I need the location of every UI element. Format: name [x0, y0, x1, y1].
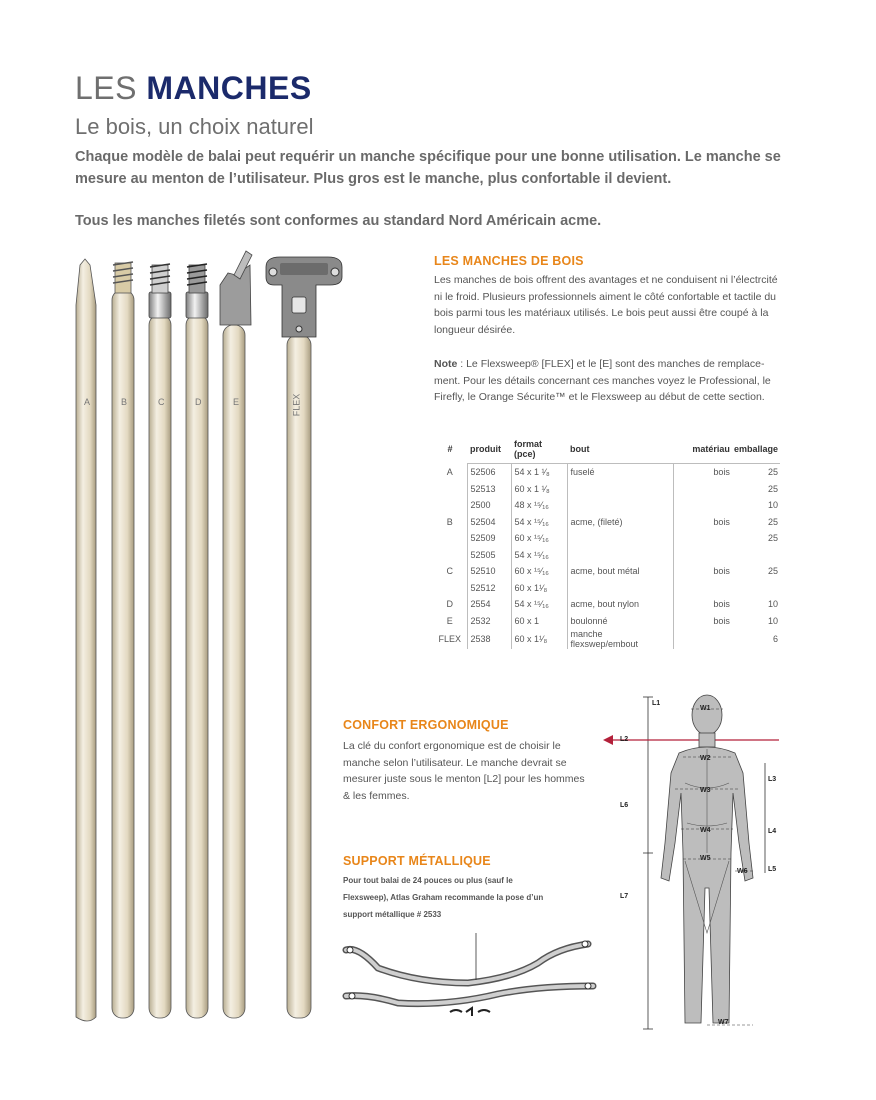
cell-format: 54 x ¹⁵⁄₁₆	[512, 547, 568, 564]
cell-material	[674, 481, 732, 498]
cell-material	[674, 497, 732, 514]
cell-number	[432, 547, 468, 564]
cell-tip	[568, 481, 674, 498]
cell-format: 54 x ¹⁵⁄₁₆	[512, 596, 568, 613]
label-w7: W7	[718, 1019, 729, 1026]
cell-number	[432, 497, 468, 514]
cell-packaging: 25	[732, 464, 780, 481]
th-packaging: emballage	[733, 444, 778, 454]
cell-number	[432, 481, 468, 498]
cell-number: A	[446, 467, 453, 477]
cell-format: 60 x ¹⁵⁄₁₆	[512, 563, 568, 580]
note-label: Note	[434, 358, 458, 370]
cell-packaging: 25	[767, 516, 778, 527]
cell-number	[432, 530, 468, 547]
cell-number: C	[446, 566, 453, 577]
label-l6: L6	[620, 802, 629, 809]
cell-packaging: 10	[767, 615, 778, 626]
cell-material: bois	[674, 563, 732, 580]
wood-heading: LES MANCHES DE BOIS	[434, 254, 584, 268]
table-row	[432, 464, 780, 481]
label-l1: L1	[652, 700, 661, 707]
handle-label-d: D	[195, 397, 202, 407]
cell-format: 60 x 1¹⁄₈	[512, 629, 568, 649]
cell-packaging: 25	[767, 533, 778, 544]
table-row	[432, 629, 780, 649]
ergo-heading: CONFORT ERGONOMIQUE	[343, 718, 509, 732]
handle-a	[76, 259, 96, 1021]
label-w3: W3	[700, 787, 711, 794]
cell-product: 52512	[468, 580, 512, 597]
th-material: matériau	[692, 444, 730, 454]
cell-packaging	[732, 547, 780, 564]
metal-support-illustration	[338, 928, 603, 1020]
cell-number: FLEX	[438, 634, 461, 644]
cell-number: B	[446, 516, 453, 527]
table-row	[432, 481, 780, 498]
wood-text: Les manches de bois offrent des avantages et ne conduisent ni l’électrcité ni le froid. Plusieurs professionnels aiment le côté confortable et tactile du bois parmi tous les matériaux utilisés. Le bois peut aussi être coupé à la longueur désirée.	[434, 274, 778, 336]
cell-number: E	[446, 615, 453, 626]
cell-material	[674, 530, 732, 547]
handle-flex	[266, 257, 342, 1018]
cell-material	[674, 547, 732, 564]
cell-product: 52506	[468, 464, 512, 481]
body-measurement-figure	[603, 693, 781, 1033]
cell-format: 60 x 1 ¹⁄₈	[512, 481, 568, 498]
support-heading: SUPPORT MÉTALLIQUE	[343, 854, 491, 868]
cell-format: 54 x 1 ¹⁄₈	[512, 464, 568, 481]
handle-label-b: B	[121, 397, 128, 407]
wood-note	[434, 356, 779, 406]
cell-product: 52510	[468, 563, 512, 580]
cell-format: 60 x 1	[512, 613, 568, 630]
cell-product: 52509	[468, 530, 512, 547]
cell-product: 52505	[468, 547, 512, 564]
table-row	[432, 547, 780, 564]
cell-packaging: 25	[767, 566, 778, 577]
cell-tip	[568, 547, 674, 564]
handle-e	[220, 251, 252, 1018]
cell-tip: fuselé	[568, 464, 674, 481]
table-row	[432, 596, 780, 613]
title-bold: MANCHES	[146, 70, 312, 106]
intro-paragraph: Chaque modèle de balai peut requérir un manche spécifique pour une bonne utilisation. Le manche se mesure au menton de l’utilisateur. Plus gros est le manche, plus confortable il devient.	[75, 149, 781, 187]
label-l7: L7	[620, 893, 629, 900]
label-l4: L4	[768, 828, 777, 835]
cell-product: 2554	[468, 596, 512, 613]
table-row	[432, 530, 780, 547]
handles-illustration	[68, 245, 348, 1030]
handle-c	[149, 264, 171, 1018]
handle-label-flex: FLEX	[291, 393, 302, 417]
handle-b	[112, 262, 134, 1018]
handle-label-a: A	[84, 397, 91, 407]
cell-tip	[568, 497, 674, 514]
cell-material: bois	[674, 514, 732, 531]
handle-label-c: C	[158, 397, 165, 407]
cell-number: D	[446, 599, 453, 610]
cell-packaging	[732, 580, 780, 597]
spec-table	[432, 439, 780, 649]
label-w4: W4	[700, 827, 711, 834]
cell-product: 52504	[468, 514, 512, 531]
th-product: produit	[469, 444, 501, 454]
page-subtitle: Le bois, un choix naturel	[75, 114, 314, 139]
label-w6: W6	[737, 868, 748, 875]
label-w2: W2	[700, 755, 711, 762]
table-row	[432, 497, 780, 514]
handle-label-e: E	[233, 397, 240, 407]
table-row	[432, 563, 780, 580]
cell-format: 60 x 1¹⁄₈	[512, 580, 568, 597]
table-row	[432, 613, 780, 630]
handle-d	[186, 264, 208, 1018]
cell-tip	[568, 530, 674, 547]
cell-product: 52513	[468, 481, 512, 498]
cell-number	[432, 580, 468, 597]
title-light: LES	[75, 70, 137, 106]
cell-tip: acme, (fileté)	[568, 514, 674, 531]
cell-packaging: 6	[772, 634, 778, 644]
cell-tip: boulonné	[568, 613, 674, 630]
cell-product: 2532	[468, 613, 512, 630]
cell-tip: acme, bout nylon	[568, 596, 674, 613]
th-tip: bout	[569, 444, 590, 454]
label-l2: L2	[620, 736, 629, 743]
cell-tip: manche flexswep/embout	[568, 629, 674, 649]
cell-product: 2500	[468, 497, 512, 514]
label-l3: L3	[768, 776, 777, 783]
cell-packaging: 10	[767, 500, 778, 511]
table-row	[432, 514, 780, 531]
note-text: : Le Flexsweep® [FLEX] et le [E] sont des manches de remplace-ment. Pour les détails concernant ces manches voyez le Professional, le Firefly, le Orange Sécurite™ et le Flexsweep au début de cette section.	[434, 358, 771, 403]
cell-tip	[568, 580, 674, 597]
cell-packaging: 10	[767, 599, 778, 610]
table-header-row	[432, 439, 780, 464]
acme-note: Tous les manches filetés sont conformes au standard Nord Américain acme.	[75, 213, 602, 229]
cell-material: bois	[674, 596, 732, 613]
cell-tip: acme, bout métal	[568, 563, 674, 580]
table-row	[432, 580, 780, 597]
cell-format: 54 x ¹⁵⁄₁₆	[512, 514, 568, 531]
cell-material	[674, 629, 732, 649]
th-format: format (pce)	[513, 439, 542, 459]
label-w5: W5	[700, 855, 711, 862]
cell-format: 48 x ¹⁵⁄₁₆	[512, 497, 568, 514]
th-number: #	[447, 444, 453, 455]
page-title	[75, 70, 312, 107]
cell-material: bois	[674, 464, 732, 481]
cell-material	[674, 580, 732, 597]
label-l5: L5	[768, 866, 777, 873]
cell-product: 2538	[468, 629, 512, 649]
label-w1: W1	[700, 705, 711, 712]
ergo-text: La clé du confort ergonomique est de choisir le manche selon l’utilisateur. Le manche devrait se mesurer juste sous le menton [L2] pour les hommes & les femmes.	[343, 740, 585, 802]
cell-material: bois	[674, 613, 732, 630]
support-text: Pour tout balai de 24 pouces ou plus (sauf le Flexsweep), Atlas Graham recommande la pose d’un support métallique # 2533	[343, 876, 544, 919]
cell-format: 60 x ¹⁵⁄₁₆	[512, 530, 568, 547]
cell-packaging: 25	[767, 483, 778, 494]
